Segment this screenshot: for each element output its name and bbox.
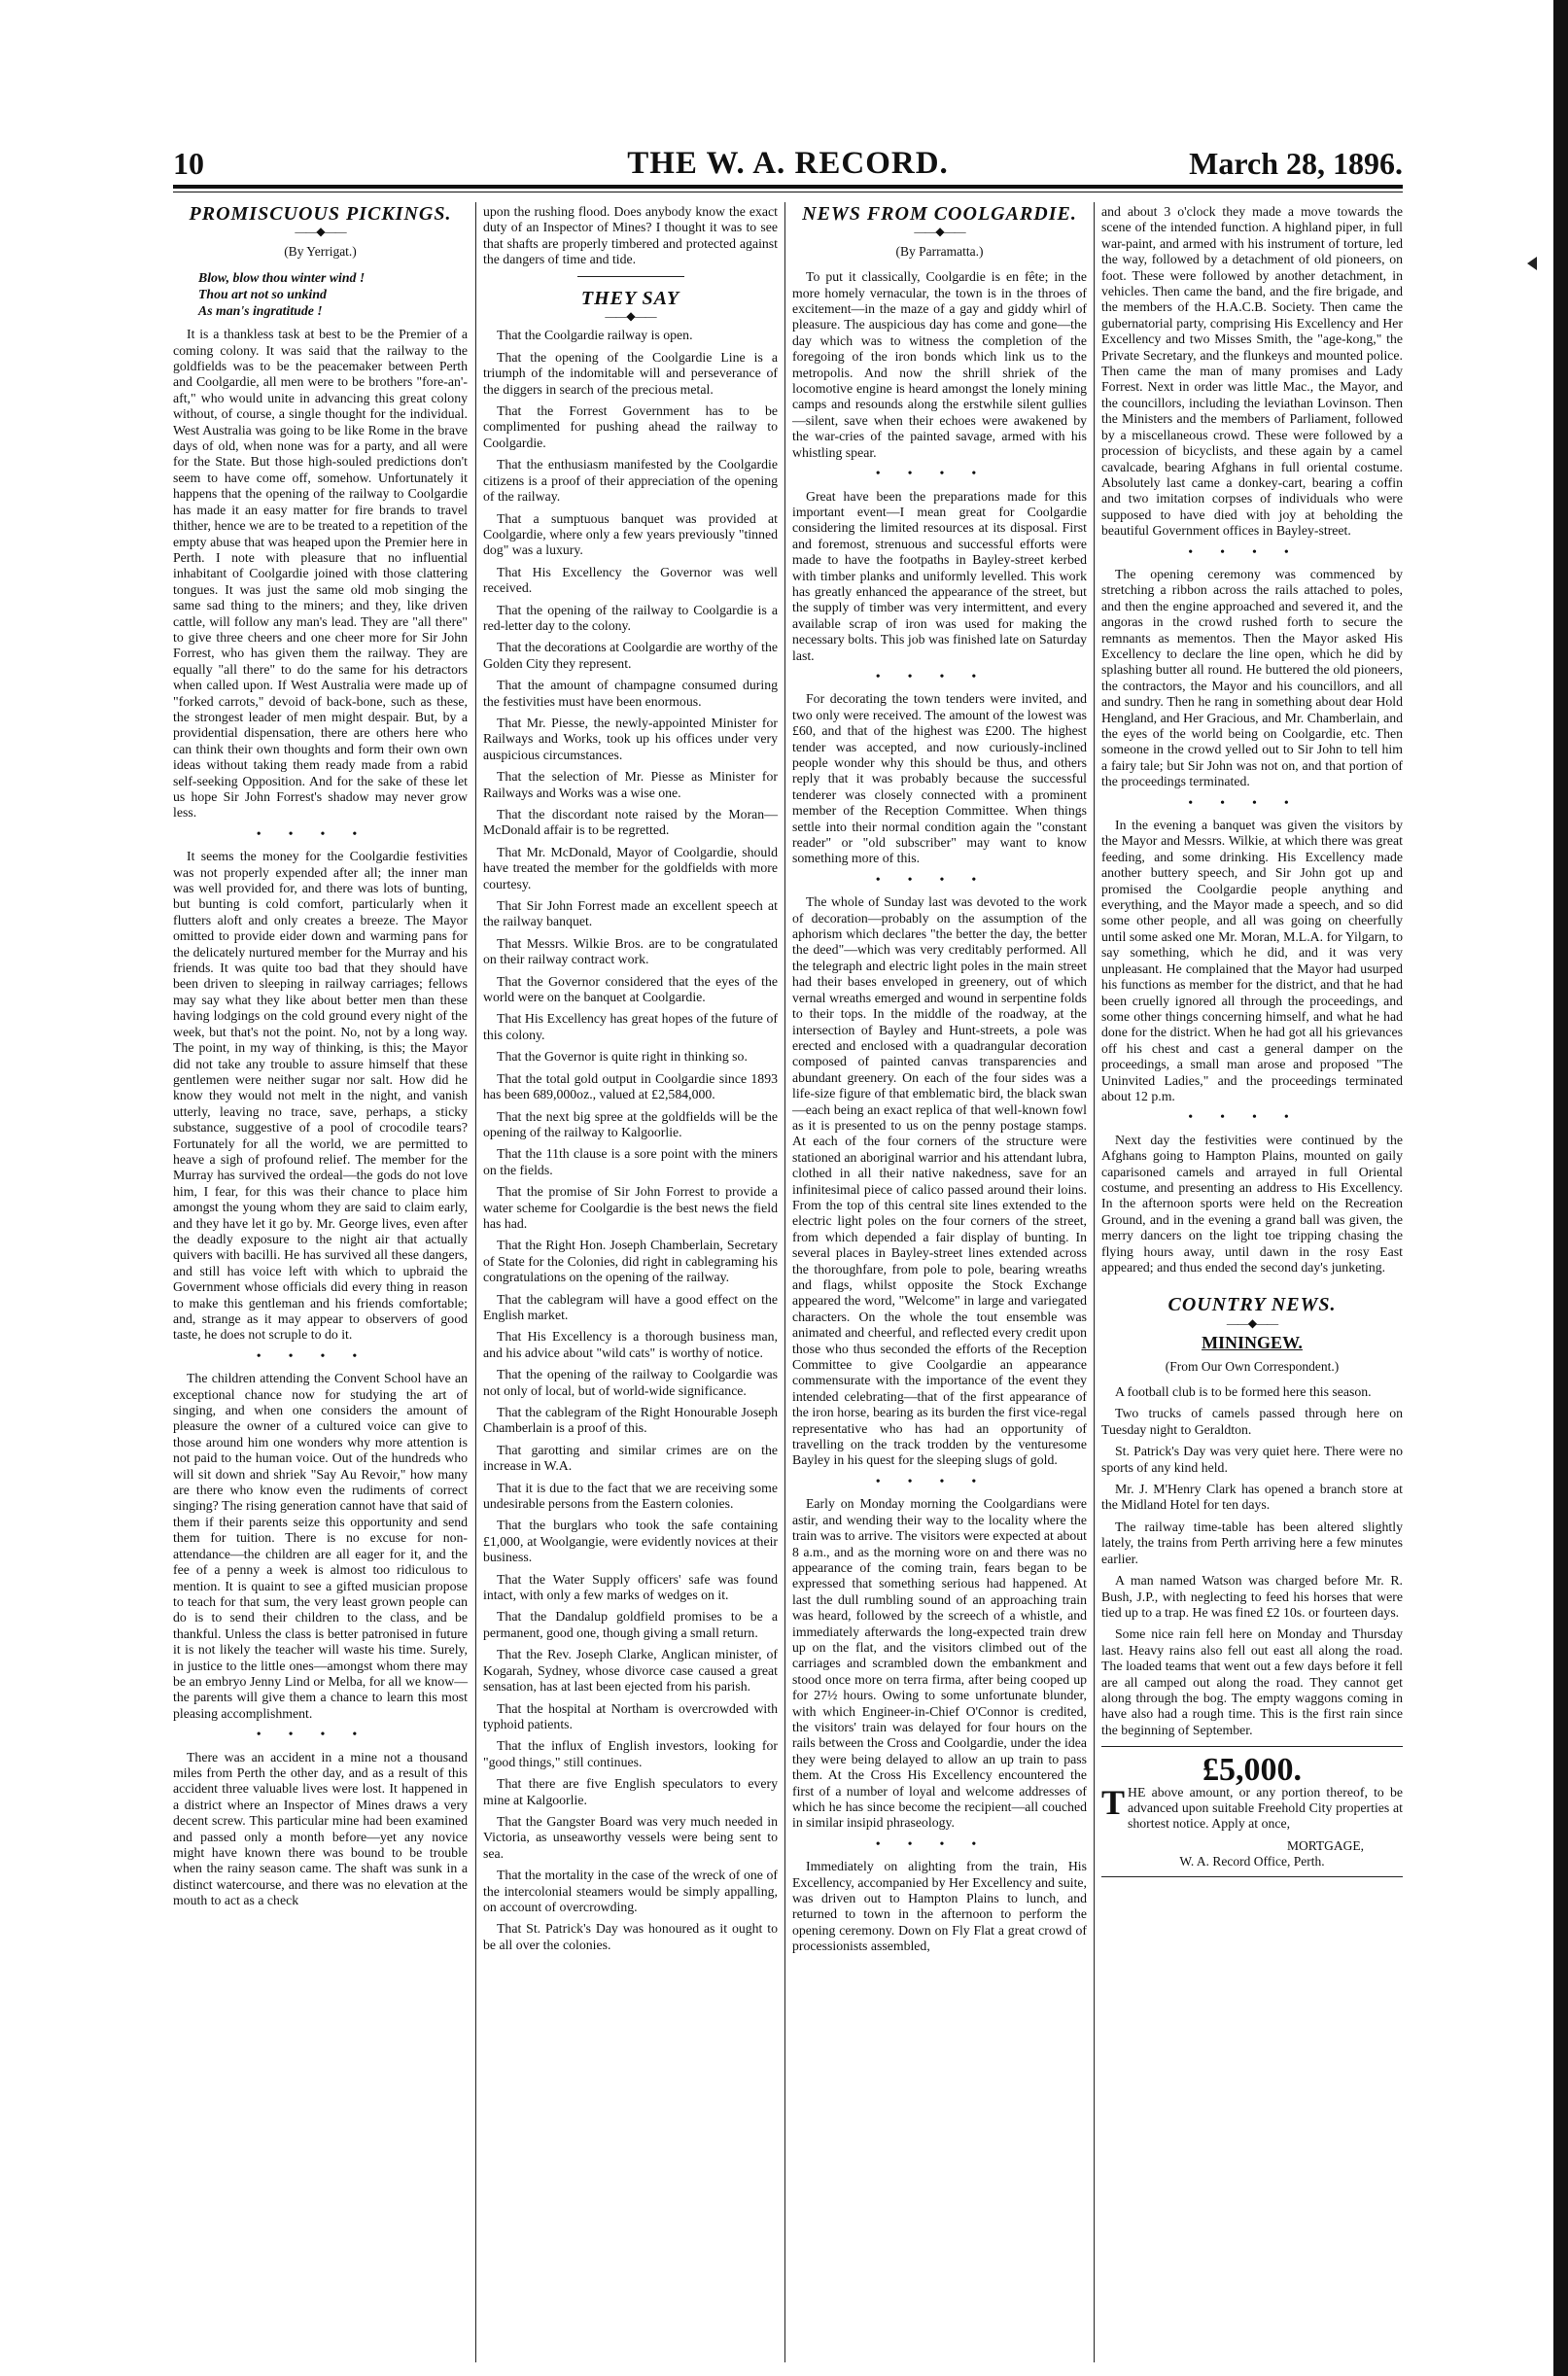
paragraph: The children attending the Convent School have an exceptional chance now for studying the art of singing, and when one considers the amount of pleasure the owner of a cultured voice can give to those around him one wonders why more attention is not paid to the human voice. Out of the hundreds who will sit down and shriek "Say Au Revoir," how many are there who know even the rudiments of correct singing? The rising generation cannot have that said of them if their parents seize this opportunity and send them for tuition. There is no excuse for non-attendance—the children are all eager for it, and the fee of a penny a week is almost too ridiculous to mention. It is quaint to see a gifted musician propose to teach for that sum, the very least grown people can do is to send their children to the class, and be thankful. Unless the class is better patronised in future it is not likely the teacher will waste his time. Surely, in justice to the little ones—amongst whom there may be an embryo Jenny Lind or Melba, for all we know—the parents will give them a chance to learn this most pleasing accomplishment.: [173, 1371, 468, 1721]
they-say-item: That the Gangster Board was very much needed in Victoria, as unseaworthy vessels were being sent to sea.: [483, 1813, 778, 1861]
masthead-rule: [173, 185, 1403, 189]
verse-line: As man's ingratitude !: [198, 303, 323, 319]
advert-amount: £5,000.: [1202, 1752, 1302, 1789]
mortgage-advert: [1101, 1746, 1403, 1876]
they-say-item: That the enthusiasm manifested by the Coolgardie citizens is a proof of their appreciation of the opening of the railway.: [483, 457, 778, 505]
paragraph-continued: upon the rushing flood. Does anybody know the exact duty of an Inspector of Mines? I thought it was to see that shafts are properly timbered and protected against the dangers of time and tide.: [483, 204, 778, 267]
column-promiscuous-pickings: [173, 204, 468, 1915]
newspaper-title: THE W. A. RECORD.: [627, 146, 949, 181]
they-say-item: That St. Patrick's Day was honoured as it ought to be all over the colonies.: [483, 1921, 778, 1952]
they-say-item: That the Water Supply officers' safe was found intact, with only a few marks of wedges on it.: [483, 1571, 778, 1603]
country-news-item: A man named Watson was charged before Mr. R. Bush, J.P., with neglecting to feed his horses that were tied up to a trap. He was fined £2 10s. or fourteen days.: [1101, 1573, 1403, 1620]
paragraph: The whole of Sunday last was devoted to the work of decoration—probably on the assumption of the aphorism which declares "the better the day, the better the deed"—which was very creditably performed. All the telegraph and electric light poles in the main street had their bases enveloped in greenery, out of which vernal wreaths emerged and wound in serpentine folds to their tops. In the middle of the roadway, at the intersection of Bayley and Hunt-streets, a pole was erected and enclosed with a quadrangular decoration composed of painted canvas transparencies and abundant greenery. On each of the four sides was a life-size figure of that emblematic bird, the black swan—each being an exact replica of that well-known fowl as it is presented to us on the penny postage stamps. At each of the four corners of the structure were stationed an aboriginal warrior and his attendant lubra, clothed in all their native nakedness, save for an infinitesimal piece of calico passed around their loins. From the top of this central site lines extended to the electric light poles on the four corners of the street, from which depended a fair display of bunting. In several places in Bayley-street lines extended across the thoroughfare, from pole to pole, bearing wreaths and flags, whilst opposite the Stock Exchange appeared the word, "Welcome" in large and variegated characters. On the whole the tout ensemble was animated and cheerful, and reflected every credit upon those who thus seconded the efforts of the Reception Committee to give Coolgardie an appearance commensurate with the importance of the event they intended celebrating—that of the first appearance of the iron horse, bearing as its burden the first vice-regal representative who has had an opportunity of travelling on the track trodden by the venturesome Bayley in his quest for the sleeping slugs of gold.: [792, 894, 1087, 1468]
advert-body: HE above amount, or any portion thereof, to be advanced upon suitable Freehold City properties at shortest notice. Apply at once,: [1128, 1784, 1403, 1832]
article-heading: THEY SAY: [580, 287, 680, 309]
they-say-item: That the Rev. Joseph Clarke, Anglican minister, of Kogarah, Sydney, whose divorce case caused a great sensation, has at last been ejected from his parish.: [483, 1647, 778, 1695]
they-say-item: That it is due to the fact that we are receiving some undesirable persons from the Eastern colonies.: [483, 1480, 778, 1512]
section-separator: ••••: [1188, 795, 1316, 811]
they-say-item: That a sumptuous banquet was provided at Coolgardie, where only a few years previously "tinned dog" was a luxury.: [483, 510, 778, 558]
correspondent-line: (From Our Own Correspondent.): [1165, 1358, 1340, 1374]
section-separator: ••••: [256, 826, 385, 842]
country-news-item: Some nice rain fell here on Monday and Thursday last. Heavy rains also fell out east all along the road. The loaded teams that went out a few days before it fell are all camped out along the road. They cannot get along through the bog. The empty waggons coming in have also had a rough time. This is the first rain since the beginning of September.: [1101, 1626, 1403, 1737]
paragraph: Early on Monday morning the Coolgardians were astir, and wending their way to the locality where the train was to arrive. The visitors were expected at about 8 a.m., and as the morning wore on and there was no appearance of the coming train, fears began to be expressed that something serious had happened. At last the dull rumbling sound of an approaching train was heard, followed by the screech of a whistle, and immediately afterwards the long-expected train drew up on the flat, and the visitors climbed out of the carriages and scrambled down the embankment and stood once more on terra firma, after being cooped up for 27½ hours. Owing to some unfortunate blunder, with which Engineer-in-Chief O'Connor is credited, the visitors' train was delayed for four hours on the rails between the Cross and Coolgardie, under the idea they were being delayed to allow an up train to pass them. At the Cross His Excellency encountered the first of a number of loyal and welcome addresses of which he has since become the recipient—all couched in similar insipid phraseology.: [792, 1496, 1087, 1831]
they-say-item: That the opening of the Coolgardie Line is a triumph of the indomitable will and perseverance of the diggers in search of the precious metal.: [483, 349, 778, 397]
paragraph: For decorating the town tenders were invited, and two only were received. The amount of the lowest was £60, and that of the highest was £200. The highest tender was accepted, and now curiously-inclined people wonder why this should be thus, and others reply that it was probably because the successful tenderer was closely connected with a prominent member of the Reception Committee. When things settle into their normal condition again the "constant reader" or "old subscriber" may want to know something more of this.: [792, 691, 1087, 866]
country-news-item: A football club is to be formed here this season.: [1115, 1384, 1372, 1400]
paragraph: To put it classically, Coolgardie is en fête; in the more homely vernacular, the town is in the throes of excitement—in the maze of a gay and giddy whirl of pleasure. The auspicious day has come and gone—the day which was to witness the completion of the foregoing of the iron bonds which link us to the metropolis. And now the shrill shriek of the locomotive engine is heard amongst the lonely mining camps and resounds along the erstwhile silent gullies—silent, save when their echoes were awakened by the war-cries of the painted savage, armed with his whistling spear.: [792, 269, 1087, 460]
section-separator: ••••: [256, 1728, 385, 1743]
advert-text: [1101, 1782, 1403, 1833]
country-news-item: Mr. J. M'Henry Clark has opened a branch store at the Midland Hotel for ten days.: [1101, 1482, 1403, 1513]
paragraph: It is a thankless task at best to be the Premier of a coming colony. It was said that the railway to the goldfields was to be the peacemaker between Perth and Coolgardie, all men were to be brothers "fore-an'-aft," who would unite in advancing this great colony without, of course, a single thought for the individual. West Australia was going to be like Rome in the brave days of old, when none was for a party, and all were for the State. But those high-souled predictions don't seem to have come off, somehow. Unfortunately it happens that the opening of the railway to Coolgardie has made it an easy matter for fire brands to travel thither, hence we are to be treated to a repetition of the empty abuse that was heaped upon the Premier here in Perth. I note with pleasure that no influential inhabitant of Coolgardie joined with those clattering tongues. It was just the same old mob singing the same sad thing to the miners; and they, like driven cattle, will follow any man's lead. They are "all there" to give three cheers and one cheer more for Sir John Forrest, who has given them the railway. They are equally "all there" to do the same for his detractors when called upon. If West Australia were made up of "forked carrots," devoid of back-bone, such as these, the strongest leader of men might despair. But, by a providential dispensation, there are others here who can think their own thoughts and form their own own ideas without taking them ready made from a rabid self-seeking Opposition. And for the sake of these let us hope Sir John Forrest's shadow may never grow less.: [173, 327, 468, 821]
they-say-item: That His Excellency has great hopes of the future of this colony.: [483, 1011, 778, 1042]
they-say-item: That the Governor considered that the eyes of the world were on the banquet at Coolgardie.: [483, 973, 778, 1005]
paragraph: Next day the festivities were continued by the Afghans going to Hampton Plains, mounted on gaily caparisoned camels and arrayed in full Oriental costume, and presenting an address to His Excellency. In the afternoon sports were held on the Recreation Ground, and in the evening a grand ball was given, the merry dancers on the light toe tripping chasing the flying hours away, until dawn in the rosy East appeared; and thus ended the second day's junketing.: [1101, 1132, 1403, 1275]
they-say-item: That Messrs. Wilkie Bros. are to be congratulated on their railway contract work.: [483, 935, 778, 967]
column-divider: [1094, 202, 1095, 2362]
article-heading: PROMISCUOUS PICKINGS.: [189, 203, 452, 225]
page-number: 10: [173, 146, 204, 181]
they-say-item: That the opening of the railway to Coolgardie is a red-letter day to the colony.: [483, 602, 778, 633]
they-say-item: That the decorations at Coolgardie are worthy of the Golden City they represent.: [483, 640, 778, 671]
they-say-item: That the burglars who took the safe containing £1,000, at Woolgangie, were evidently novices at their business.: [483, 1518, 778, 1565]
they-say-item: That the cablegram of the Right Honourable Joseph Chamberlain is a proof of this.: [483, 1405, 778, 1436]
article-heading: NEWS FROM COOLGARDIE.: [802, 203, 1077, 225]
they-say-item: That the Governor is quite right in thinking so.: [497, 1049, 748, 1065]
they-say-item: That the opening of the railway to Coolgardie was not only of local, but of world-wide significance.: [483, 1367, 778, 1398]
they-say-item: That the promise of Sir John Forrest to provide a water scheme for Coolgardie is the best news the field has had.: [483, 1184, 778, 1231]
they-say-item: That there are five English speculators to every mine at Kalgoorlie.: [483, 1776, 778, 1807]
paragraph: Immediately on alighting from the train, His Excellency, accompanied by Her Excellency and suite, was driven out to Hampton Plains to lunch, and returned to town in the afternoon to perform the opening ceremony. Down on Fly Flat a great crowd of processionists assembled,: [792, 1859, 1087, 1954]
they-say-list: [483, 328, 778, 1953]
verse-line: Thou art not so unkind: [198, 287, 327, 302]
paragraph: Great have been the preparations made for this important event—I mean great for Coolgardie considering the limited resources at its disposal. First and foremost, strenuous and successful efforts were made to have the footpaths in Bayley-street kerbed with timber planks and uniformly levelled. This work has greatly enhanced the appearance of the street, but the supply of timber was very intermittent, and every available scrap of iron was used for making the necessary bolts. This job was finished late on Saturday last.: [792, 488, 1087, 663]
they-say-item: That the selection of Mr. Piesse as Minister for Railways and Works was a wise one.: [483, 769, 778, 800]
they-say-item: That the next big spree at the goldfields will be the opening of the railway to Kalgoorlie.: [483, 1108, 778, 1139]
advert-address: W. A. Record Office, Perth.: [1179, 1854, 1325, 1869]
section-separator: ••••: [1188, 544, 1316, 560]
paragraph: In the evening a banquet was given the visitors by the Mayor and Messrs. Wilkie, at which there was great feeding, and some drinking. His Excellency made another buttery speech, and Sir John got up and promised the Coolgardie people anything and everything, and the Mayor made a speech, and so did some other people, and all was going on cheerfully until some asked one Mr. Moran, M.L.A. for Yilgarn, to say something, which he did, and it was very unpleasant. He complained that the Mayor had usurped his functions as member for the district, and that he had been cruelly ignored all through the proceedings, and some other things concerning himself, and what he had done for the district. When he had got all his grievances off his chest and cast a general damper on the proceedings, a small man arose and proposed "The Uninvited Ladies," and the proceedings terminated about 12 p.m.: [1101, 818, 1403, 1103]
they-say-item: That the Forrest Government has to be complimented for pushing ahead the railway to Coolgardie.: [483, 403, 778, 450]
they-say-item: That the 11th clause is a sore point with the miners on the fields.: [483, 1146, 778, 1177]
country-news-list: [1101, 1384, 1403, 1738]
column-they-say: [483, 204, 778, 1959]
country-news-item: The railway time-table has been altered slightly lately, the trains from Perth arriving here a few minutes earlier.: [1101, 1519, 1403, 1566]
they-say-item: That the amount of champagne consumed during the festivities must have been enormous.: [483, 678, 778, 709]
section-separator: ••••: [875, 1836, 1004, 1852]
they-say-item: That the influx of English investors, looking for "good things," still continues.: [483, 1738, 778, 1769]
column-divider: [475, 202, 476, 2362]
paragraph: There was an accident in a mine not a thousand miles from Perth the other day, and as a result of this accident three valuable lives were lost. It happened in a district where an Inspector of Mines draws a very decent screw. This particular mine had been examined and passed only a month before—yet any novice might have known there was bound to be trouble when the rainy season came. The shaft was sunk in a distinct watercourse, and there was no elevation at the mouth to act as a check: [173, 1749, 468, 1908]
they-say-item: That the hospital at Northam is overcrowded with typhoid patients.: [483, 1700, 778, 1731]
they-say-item: That the Dandalup goldfield promises to be a permanent, good one, though giving a small return.: [483, 1609, 778, 1640]
ornament-rule: ——◆——: [914, 225, 965, 239]
they-say-item: That garotting and similar crimes are on the increase in W.A.: [483, 1442, 778, 1474]
column-divider: [784, 202, 785, 2362]
section-separator: ••••: [875, 669, 1004, 684]
short-rule: [577, 276, 684, 277]
byline: (By Yerrigat.): [284, 243, 357, 259]
they-say-item: That Mr. Piesse, the newly-appointed Minister for Railways and Works, took up his offices under very auspicious circumstances.: [483, 715, 778, 762]
drop-cap: T: [1101, 1782, 1126, 1822]
verse-line: Blow, blow thou winter wind !: [198, 270, 366, 286]
section-separator: ••••: [1188, 1110, 1316, 1126]
paragraph: It seems the money for the Coolgardie festivities was not properly expended after all; the inner man was well provided for, and there was lots of bunting, but bunting is cold comfort, particularly when it flutters aloft and only creates a breeze. The Mayor omitted to provide eider down and warming pans for the delicately nurtured member for the Murray and his friends. It was quite too bad that they should have been driven to sleeping in railway carriages; fellows may say what they like about better men than these having lodgings on the cold ground every night of the week, but that's not the point. No, not by a long way. The point, in my way of thinking, is this; the Mayor did not take any trouble to assure himself that these gentlemen were neither sugar nor salt. How did he know they would not melt in the night, and vanish utterly, leaving no trace, save, perhaps, a sticky substance, suggestive of a pool of crocodile tears? Fortunately for all the world, we are permitted to heave a sigh of profound relief. The member for the Murray has survived the ordeal—the gods do not love him, I fear, for this was their chance to place him amongst the young whom they are said to claim early, and they have let it go by. Mr. George lives, even after the deadly exposure to the night air that actually quivers with bacilli. He has survived all these dangers, and still has voice left with which to upbraid the Government whose officials did every thing in reason to make this gentleman and his friends comfortable; and, strange as it may appear to observers of good taste, he does not scruple to do it.: [173, 849, 468, 1343]
binding-mark-icon: [1523, 255, 1541, 272]
epigraph: [198, 269, 468, 319]
they-say-item: That His Excellency the Governor was well received.: [483, 564, 778, 596]
they-say-item: That the discordant note raised by the Moran—McDonald affair is to be regretted.: [483, 807, 778, 838]
issue-date: March 28, 1896.: [1189, 146, 1403, 181]
they-say-item: That Mr. McDonald, Mayor of Coolgardie, should have treated the member for the goldfields with more courtesy.: [483, 844, 778, 891]
section-separator: ••••: [875, 872, 1004, 888]
they-say-item: That His Excellency is a thorough business man, and his advice about "wild cats" is worthy of notice.: [483, 1329, 778, 1360]
paragraph-continued: and about 3 o'clock they made a move towards the scene of the intended function. A highland piper, in full war-paint, and armed with his instrument of torture, led the way, followed by a detachment of old pioneers, on foot. These were followed by another detachment, in vehicles. Then came the band, and the fire brigade, and the members of the H.A.C.B. Society. Then came the gubernatorial party, comprising His Excellency and Her Excellency and two Misses Smith, the "age-kong," the Private Secretary, and the flunkeys and mounted police. Then came the man of many promises and Lady Forrest. Next in order was little Mac., the Mayor, and the councillors, including the leviathan Lovinson. Then the Ministers and the members of Parliament, followed by a miscellaneous crowd. These were followed by a procession of bicyclists, and these again by a camel cavalcade, bearing Afghans in full oriental costume. Absolutely last came a donkey-cart, bearing a coffin and two imitation corpses of individuals who were supposed to have died with joy at beholding the beautiful Government offices in Bayley-street.: [1101, 204, 1403, 539]
they-say-item: That the mortality in the case of the wreck of one of the intercolonial steamers would be simply appalling, on account of overcrowding.: [483, 1868, 778, 1914]
they-say-item: That the cablegram will have a good effect on the English market.: [483, 1291, 778, 1322]
they-say-item: That Sir John Forrest made an excellent speech at the railway banquet.: [483, 898, 778, 929]
ornament-rule: ——◆——: [605, 309, 656, 324]
ornament-rule: ——◆——: [1226, 1315, 1278, 1330]
section-separator: ••••: [875, 1474, 1004, 1489]
section-separator: ••••: [256, 1348, 385, 1364]
column-news-from-coolgardie: [792, 204, 1087, 1961]
country-news-item: Two trucks of camels passed through here on Tuesday night to Geraldton.: [1101, 1406, 1403, 1437]
advert-signature: MORTGAGE,: [1286, 1837, 1364, 1853]
sub-heading: MININGEW.: [1202, 1333, 1303, 1353]
byline: (By Parramatta.): [895, 243, 984, 259]
paragraph: The opening ceremony was commenced by stretching a ribbon across the rails attached to poles, and then the engine approached and severed it, and the angoras in the crowd rushed forth to secure the remnants as mementos. Then the Mayor asked His Excellency to declare the line open, which he did by splashing butter all round. He buttered the old pioneers, the contractors, the Mayor and his councillors, and all and sundry. Then he rang in something about dear Hold Hengland, and Her Gracious, and Mr. Chamberlain, and the eyes of the world being on Coolgardie, etc. Then someone in the crowd yelled out to Sir John to tell him a fairy tale; but Sir John was not on, and that portion of the proceedings terminated.: [1101, 566, 1403, 789]
country-news-item: St. Patrick's Day was very quiet here. There were no sports of any kind held.: [1101, 1444, 1403, 1475]
they-say-item: That the Right Hon. Joseph Chamberlain, Secretary of State for the Colonies, did right in cablegraming his congratulations on the opening of the railway.: [483, 1238, 778, 1285]
they-say-item: That the Coolgardie railway is open.: [497, 328, 693, 343]
they-say-item: That the total gold output in Coolgardie since 1893 has been 689,000oz., valued at £2,584,000.: [483, 1070, 778, 1102]
page-edge: [1553, 0, 1568, 2376]
section-heading: COUNTRY NEWS.: [1167, 1294, 1337, 1316]
ornament-rule: ——◆——: [295, 225, 346, 239]
masthead: [173, 146, 1403, 185]
column-coolgardie-continued: [1101, 204, 1403, 1885]
section-separator: ••••: [875, 467, 1004, 482]
